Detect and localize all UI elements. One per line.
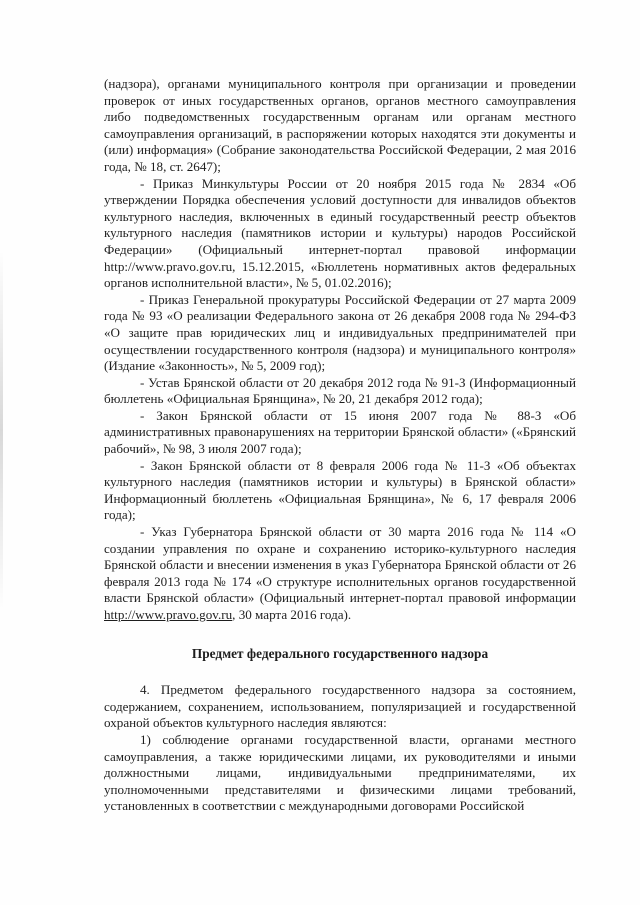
- order-prosecutor: - Приказ Генеральной прокуратуры Российской Федерации от 27 марта 2009 года № 93 «О реализации Федерального закона от 26 декабря 2008 года № 294-ФЗ «О защите прав юридических лиц и индивидуальных предпринимателей при осуществлении государственного контроля (надзора) и муниципального контроля» (Издание «Законность», № 5, 2009 год);: [104, 291, 576, 374]
- decree-text-part1: - Указ Губернатора Брянской области от 30 марта 2016 года № 114 «О создании управления по охране и сохранению историко-культурного наследия Брянской области и внесении изменения в указ Губернатора Брянской области от 26 февраля 2013 года № 174 «О структуре исполнительных органов государственной власти Брянской области» (Официальный интернет-портал правовой информации: [104, 524, 576, 606]
- order-mincult: - Приказ Минкультуры России от 20 ноября 2015 года № 2834 «Об утверждении Порядка обеспечения условий доступности для инвалидов объектов культурного наследия, включенных в единый государственный реестр объектов культурного наследия (памятников истории и культуры) народов Российской Федерации» (Официальный интернет-портал правовой информации http://www.pravo.gov.ru, 15.12.2015, «Бюллетень нормативных актов федеральных органов исполнительной власти», № 5, 01.02.2016);: [104, 175, 576, 291]
- pravo-link[interactable]: http://www.pravo.gov.ru: [104, 607, 233, 622]
- intro-continuation: (надзора), органами муниципального контроля при организации и проведении проверок от иных государственных органов, органов местного самоуправления либо подведомственных государственным органам или органам местного самоуправления организаций, в распоряжении которых находятся эти документы и (или) информация» (Собрание законодательства Российской Федерации, 2 мая 2016 года, № 18, ст. 2647);: [104, 76, 576, 174]
- law-11: - Закон Брянской области от 8 февраля 2006 года № 11-З «Об объектах культурного наследия (памятников истории и культуры) в Брянской области» Информационный бюллетень «Официальная Брянщина», № 6, 17 февраля 2006 года);: [104, 457, 576, 523]
- section-heading: Предмет федерального государственного надзора: [191, 645, 489, 661]
- document-body: [104, 76, 576, 815]
- item-4: 4. Предметом федерального государственного надзора за состоянием, содержанием, сохранением, использованием, популяризацией и государственной охраной объектов культурного наследия являются:: [104, 682, 576, 731]
- decree-114: [104, 524, 576, 624]
- charter-bryansk: - Устав Брянской области от 20 декабря 2012 года № 91-З (Информационный бюллетень «Официальная Брянщина», № 20, 21 декабря 2012 года);: [104, 374, 576, 407]
- scan-edge-mark: [0, 250, 3, 610]
- item-4-1: 1) соблюдение органами государственной власти, органами местного самоуправления, а также юридическими лицами, их руководителями и иными должностными лицами, индивидуальными предпринимателями, их уполномоченными представителями и физическими лицами требований, установленных в соответствии с международными договорами Российской: [104, 731, 576, 814]
- decree-text-part2: , 30 марта 2016 года).: [232, 607, 352, 622]
- law-88: - Закон Брянской области от 15 июня 2007 года № 88-З «Об административных правонарушениях на территории Брянской области» («Брянский рабочий», № 98, 3 июля 2007 года);: [104, 407, 576, 457]
